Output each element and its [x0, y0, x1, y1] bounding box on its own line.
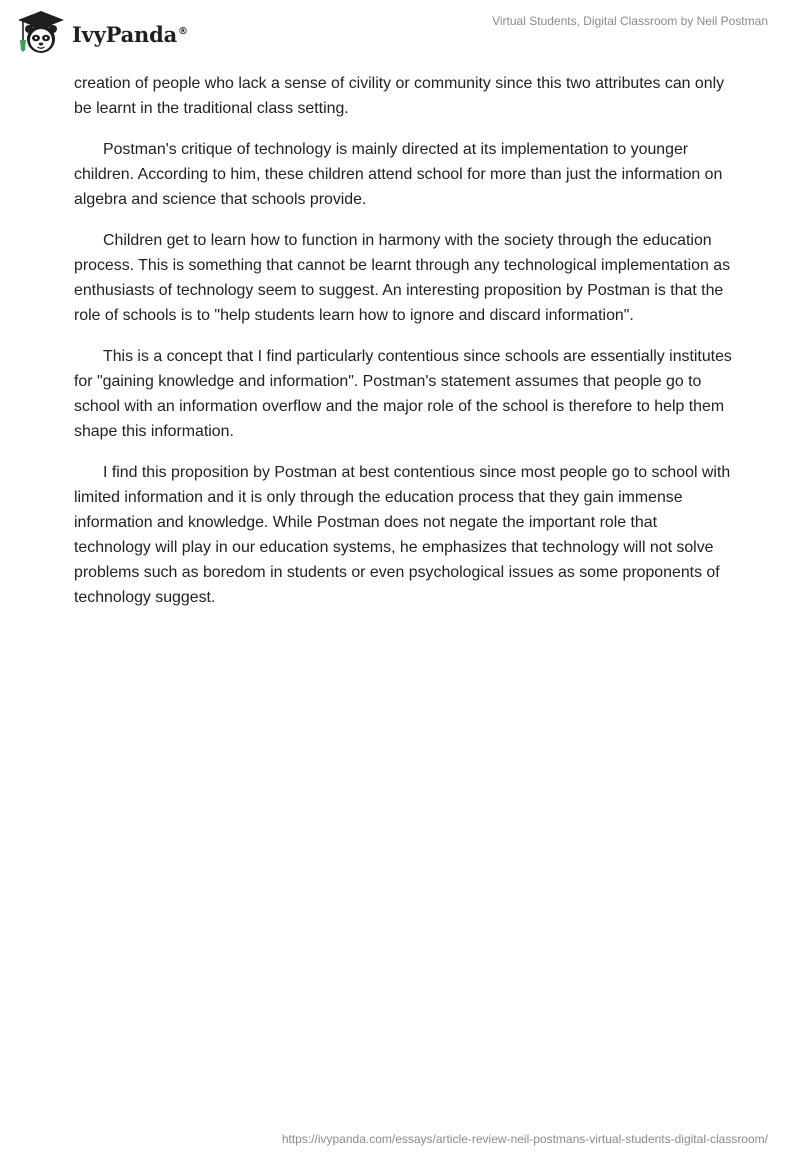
essay-body [74, 71, 734, 626]
ivypanda-logo[interactable] [14, 8, 188, 58]
document-title: Virtual Students, Digital Classroom by Neil Postman [492, 14, 768, 28]
source-url[interactable]: https://ivypanda.com/essays/article-review-neil-postmans-virtual-students-digital-classroom/ [281, 1132, 768, 1146]
logo-wordmark: IvyPanda® [72, 21, 188, 47]
paragraph: creation of people who lack a sense of civility or community since this two attributes can only be learnt in the traditional class setting. [74, 75, 725, 117]
page-header [0, 0, 800, 70]
panda-graduate-icon [14, 8, 68, 58]
paragraph: Postman's critique of technology is mainly directed at its implementation to younger children. According to him, these children attend school for more than just the information on algebra and science that schools provide. [74, 141, 723, 208]
paragraph: I find this proposition by Postman at best contentious since most people go to school with limited information and it is only through the education process that they gain immense information and knowledge. While Postman does not negate the important role that technology will play in our education systems, he emphasizes that technology will not solve problems such as boredom in students or even psychological issues as some proponents of technology suggest. [74, 464, 731, 606]
paragraph: This is a concept that I find particularly contentious since schools are essentially institutes for "gaining knowledge and information". Postman's statement assumes that people go to school with an information overflow and the major role of the school is therefore to help them shape this information. [74, 348, 732, 440]
paragraph: Children get to learn how to function in harmony with the society through the education process. This is something that cannot be learnt through any technological implementation as enthusiasts of technology seem to suggest. An interesting proposition by Postman is that the role of schools is to "help students learn how to ignore and discard information". [74, 232, 731, 324]
